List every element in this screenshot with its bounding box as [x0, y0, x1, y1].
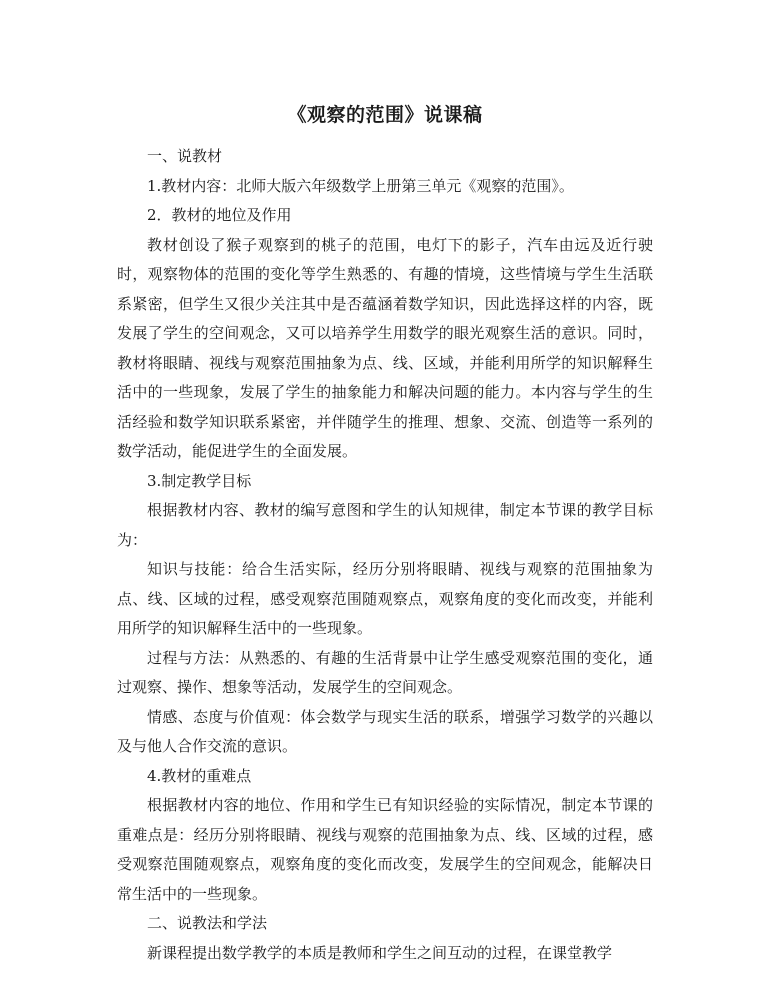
- subheading-teaching-goals: 3.制定教学目标: [147, 471, 252, 490]
- document-page: [117, 100, 653, 968]
- paragraph-knowledge-skills: 知识与技能：给合生活实际，经历分别将眼睛、视线与观察的范围抽象为点、线、区域的过程，感受观察范围随观察点，观察角度的变化而改变，并能利用所学的知识解释生活中的一些现象。: [117, 560, 653, 637]
- paragraph-process-methods: 过程与方法：从熟悉的、有趣的生活背景中让学生感受观察范围的变化，通过观察、操作、想象等活动，发展学生的空间观念。: [117, 648, 653, 696]
- document-title: 《观察的范围》说课稿: [287, 104, 483, 126]
- subheading-key-points: 4.教材的重难点: [147, 766, 252, 785]
- subheading-status-and-role: 2．教材的地位及作用: [147, 206, 292, 224]
- paragraph-goals-intro: 根据教材内容、教材的编写意图和学生的认知规律，制定本节课的教学目标为：: [117, 501, 653, 549]
- paragraph-status-and-role: 教材创设了猴子观察到的桃子的范围，电灯下的影子，汽车由远及近行驶时，观察物体的范围的变化等学生熟悉的、有趣的情境，这些情境与学生生活联系紧密，但学生又很少关注其中是否蕴涵着数学知识，因此选择这样的内容，既发展了学生的空间观念，又可以培养学生用数学的眼光观察生活的意识。同时，教材将眼睛、视线与观察范围抽象为点、线、区域，并能利用所学的知识解释生活中的一些现象，发展了学生的抽象能力和解决问题的能力。本内容与学生的生活经验和数学知识联系紧密，并伴随学生的推理、想象、交流、创造等一系列的数学活动，能促进学生的全面发展。: [117, 235, 653, 460]
- paragraph-methods-intro: 新课程提出数学教学的本质是教师和学生之间互动的过程，在课堂教学: [147, 943, 613, 962]
- paragraph-emotion-values: 情感、态度与价值观：体会数学与现实生活的联系，增强学习数学的兴趣以及与他人合作交流的意识。: [117, 707, 653, 755]
- paragraph-key-points: 根据教材内容的地位、作用和学生已有知识经验的实际情况，制定本节课的重难点是：经历分别将眼睛、视线与观察的范围抽象为点、线、区域的过程，感受观察范围随观察点，观察角度的变化而改变，发展学生的空间观念，能解决日常生活中的一些现象。: [117, 796, 653, 903]
- section-heading-teaching-material: 一、说教材: [147, 147, 223, 165]
- section-heading-methods: 二、说教法和学法: [147, 914, 268, 932]
- paragraph-material-content: 1.教材内容：北师大版六年级数学上册第三单元《观察的范围》。: [147, 176, 574, 195]
